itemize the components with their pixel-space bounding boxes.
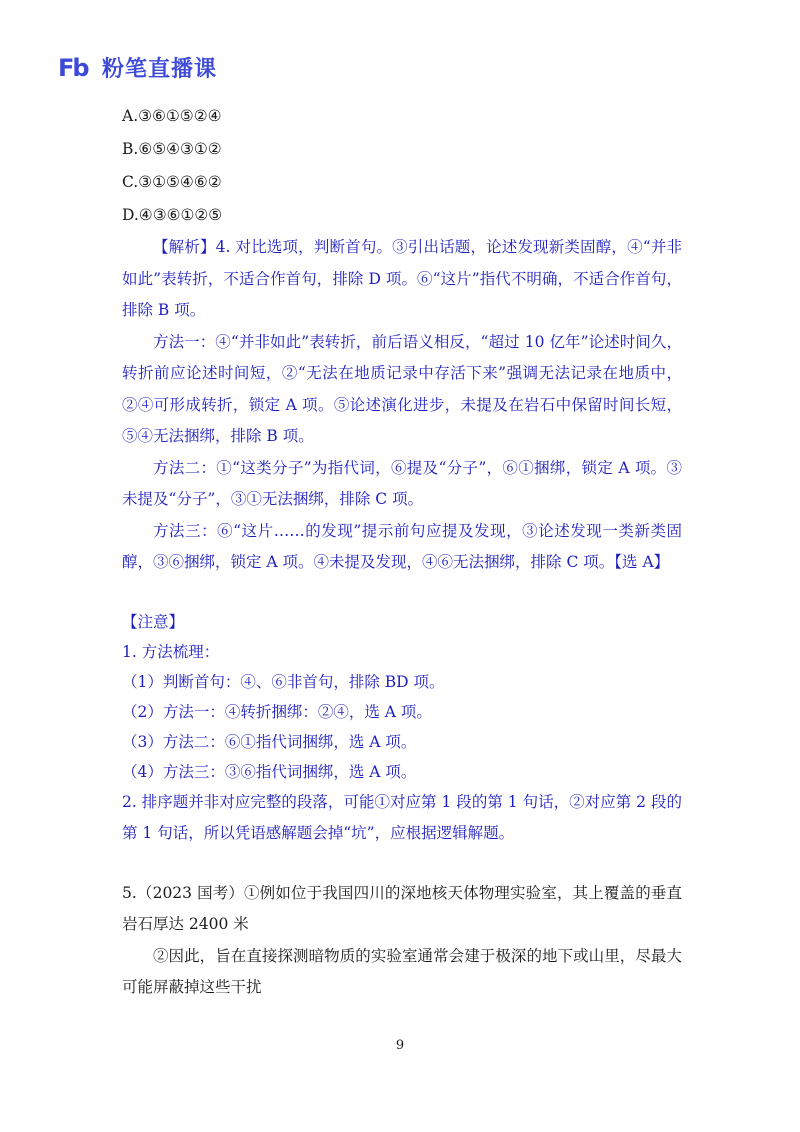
option-d: D.④③⑥①②⑤ bbox=[122, 206, 223, 224]
analysis-intro: 【解析】4. 对比选项，判断首句。③引出话题，论述发现新类固醇，④“并非如此”表转折，不适合作首句，排除 D 项。⑥“这片”指代不明确，不适合作首句，排除 B 项。 bbox=[122, 238, 682, 319]
question-5-sentence-2: ②因此，旨在直接探测暗物质的实验室通常会建于极深的地下或山里，尽最大可能屏蔽掉这些干扰 bbox=[122, 946, 682, 996]
analysis-method-2: 方法二：①“这类分子”为指代词，⑥提及“分子”，⑥①捆绑，锁定 A 项。③未提及“分子”，③①无法捆绑，排除 C 项。 bbox=[122, 458, 682, 508]
spacer bbox=[122, 579, 682, 607]
option-a: A.③⑥①⑤②④ bbox=[122, 107, 222, 125]
option-c: C.③①⑤④⑥② bbox=[122, 173, 222, 191]
note-item-2: （2）方法一：④转折捆绑：②④，选 A 项。 bbox=[122, 702, 432, 721]
note-item-3: （3）方法二：⑥①指代词捆绑，选 A 项。 bbox=[122, 732, 417, 751]
question-5-sentence-1: 5.（2023 国考）①例如位于我国四川的深地核天体物理实验室，其上覆盖的垂直岩石厚达 2400 米 bbox=[122, 883, 682, 933]
brand-name: 粉笔直播课 bbox=[102, 57, 218, 82]
page-number: 9 bbox=[395, 1038, 405, 1053]
fb-logo-icon: Fb bbox=[58, 53, 88, 82]
analysis-method-3: 方法三：⑥“这片……的发现”提示前句应提及发现，③论述发现一类新类固醇，③⑥捆绑，锁定 A 项。④未提及发现，④⑥无法捆绑，排除 C 项。【选 A】 bbox=[122, 521, 682, 571]
spacer bbox=[122, 850, 682, 878]
document-body bbox=[122, 100, 682, 1004]
note-point-2: 2. 排序题并非对应完整的段落，可能①对应第 1 段的第 1 句话，②对应第 2 段的第 1 句话，所以凭语感解题会掉“坑”，应根据逻辑解题。 bbox=[122, 792, 682, 842]
note-title: 【注意】 bbox=[122, 612, 185, 631]
note-item-4: （4）方法三：③⑥指代词捆绑，选 A 项。 bbox=[122, 762, 417, 781]
option-b: B.⑥⑤④③①② bbox=[122, 140, 222, 158]
brand-logo bbox=[58, 52, 217, 83]
note-method-title: 1. 方法梳理： bbox=[122, 642, 220, 661]
analysis-method-1: 方法一：④“并非如此”表转折，前后语义相反，“超过 10 亿年”论述时间久，转折前应论述时间短，②“无法在地质记录中存活下来”强调无法记录在地质中，②④可形成转折，锁定 A 项。⑤论述演化进步，未提及在岩石中保留时间长短，⑤④无法捆绑，排除 B 项。 bbox=[122, 332, 682, 445]
note-item-1: （1）判断首句：④、⑥非首句，排除 BD 项。 bbox=[122, 672, 445, 691]
